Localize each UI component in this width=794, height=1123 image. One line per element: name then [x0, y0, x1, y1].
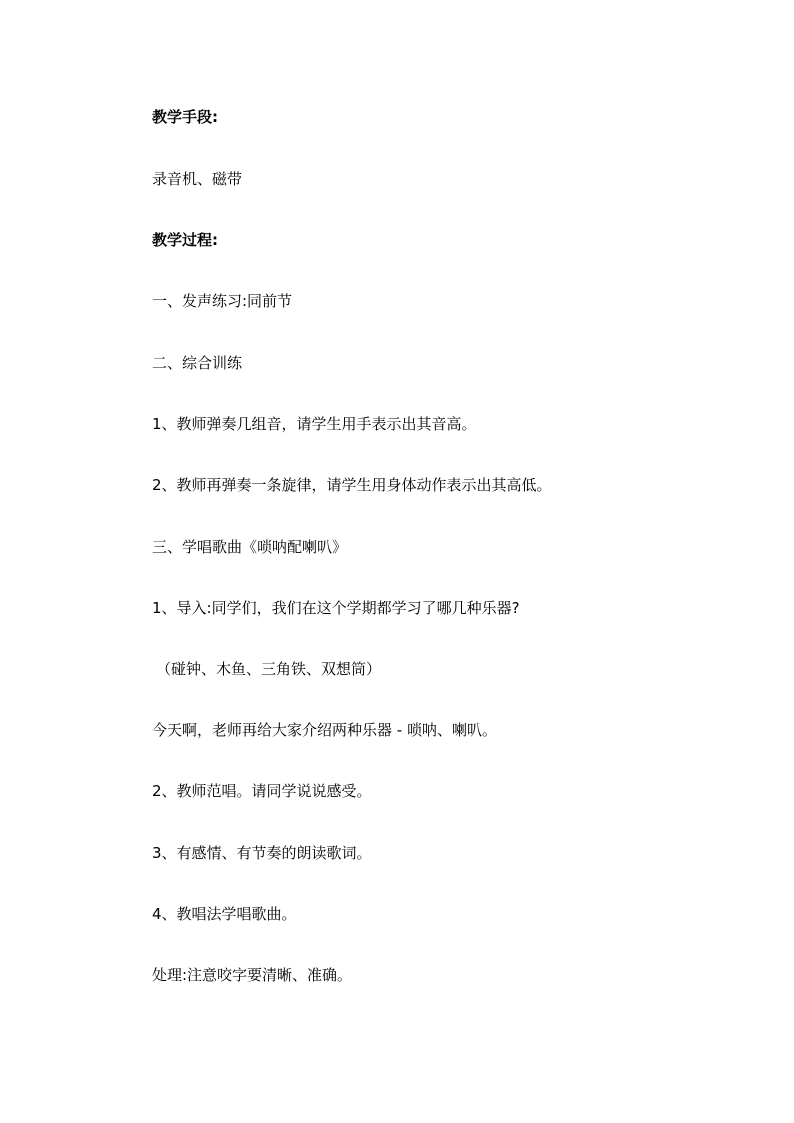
paragraph-vocal-practice: 一、发声练习:同前节 — [152, 292, 293, 310]
paragraph-play-melody: 2、教师再弹奏一条旋律，请学生用身体动作表示出其高低。 — [152, 476, 552, 494]
paragraph-teach-song: 4、教唱法学唱歌曲。 — [152, 905, 297, 923]
paragraph-learn-song: 三、学唱歌曲《唢呐配喇叭》 — [152, 538, 348, 556]
paragraph-introduction: 1、导入:同学们，我们在这个学期都学习了哪几种乐器? — [152, 599, 520, 617]
paragraph-teacher-demo: 2、教师范唱。请同学说说感受。 — [152, 782, 372, 800]
paragraph-new-instruments: 今天啊，老师再给大家介绍两种乐器 - 唢呐、喇叭。 — [152, 721, 497, 739]
paragraph-play-notes: 1、教师弹奏几组音，请学生用手表示出其音高。 — [152, 415, 477, 433]
paragraph-processing: 处理:注意咬字要清晰、准确。 — [152, 966, 353, 984]
paragraph-instruments-list: （碰钟、木鱼、三角铁、双想筒） — [156, 660, 382, 678]
teaching-means-text: 录音机、磁带 — [152, 170, 243, 188]
heading-teaching-means: 教学手段: — [152, 108, 218, 126]
heading-teaching-process: 教学过程: — [152, 231, 218, 249]
paragraph-read-lyrics: 3、有感情、有节奏的朗读歌词。 — [152, 844, 372, 862]
paragraph-comprehensive-training: 二、综合训练 — [152, 354, 243, 372]
